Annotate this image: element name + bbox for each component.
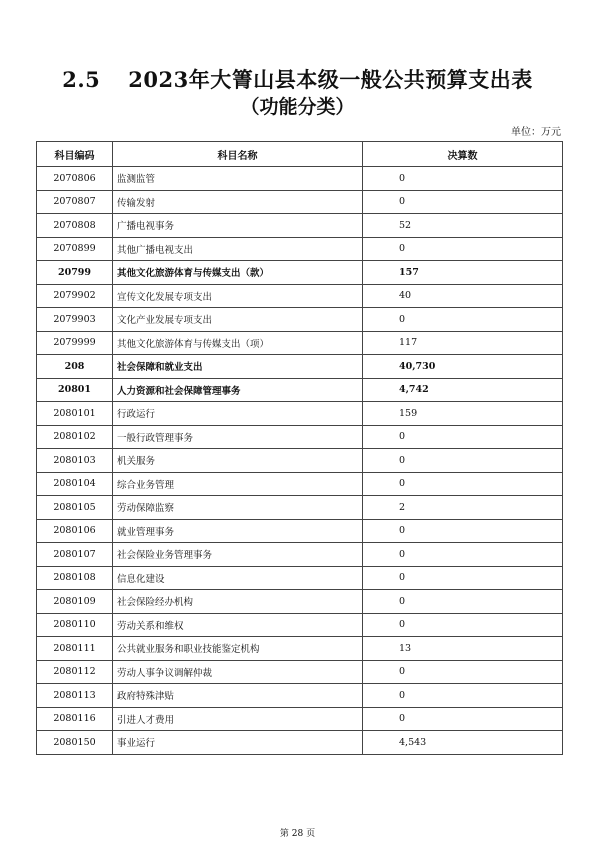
account-name-cell: 社会保险业务管理事务	[113, 543, 363, 567]
account-code-cell: 2080111	[37, 637, 113, 661]
table-row	[37, 731, 563, 755]
account-code-cell: 2080101	[37, 402, 113, 426]
table-row	[37, 660, 563, 684]
table-row	[37, 284, 563, 308]
account-code-cell: 2080102	[37, 425, 113, 449]
amount-cell: 0	[363, 167, 563, 191]
account-code-cell: 2080110	[37, 613, 113, 637]
account-name-cell: 其他广播电视支出	[113, 237, 363, 261]
account-name-cell: 事业运行	[113, 731, 363, 755]
page-subtitle: （功能分类）	[240, 96, 355, 118]
account-name-cell: 社会保障和就业支出	[113, 355, 363, 379]
account-name-cell: 劳动人事争议调解仲裁	[113, 660, 363, 684]
account-name-cell: 综合业务管理	[113, 472, 363, 496]
table-row	[37, 449, 563, 473]
table-row	[37, 308, 563, 332]
amount-cell: 13	[363, 637, 563, 661]
table-row	[37, 331, 563, 355]
amount-cell: 0	[363, 613, 563, 637]
account-code-cell: 2080113	[37, 684, 113, 708]
account-code-cell: 208	[37, 355, 113, 379]
table-row	[37, 519, 563, 543]
table-row	[37, 684, 563, 708]
amount-cell: 2	[363, 496, 563, 520]
table-row	[37, 590, 563, 614]
account-name-cell: 劳动保障监察	[113, 496, 363, 520]
table-row	[37, 261, 563, 285]
account-code-cell: 2080108	[37, 566, 113, 590]
table-row	[37, 190, 563, 214]
account-code-cell: 2079902	[37, 284, 113, 308]
table-header-row	[37, 142, 563, 167]
account-code-cell: 2080150	[37, 731, 113, 755]
title-text: 2023年大箐山县本级一般公共预算支出表	[128, 67, 533, 92]
page-title	[0, 64, 595, 94]
table-row	[37, 167, 563, 191]
account-code-cell: 2070806	[37, 167, 113, 191]
section-number: 2.5	[62, 67, 101, 92]
account-code-cell: 2080103	[37, 449, 113, 473]
account-name-cell: 社会保险经办机构	[113, 590, 363, 614]
account-name-cell: 信息化建设	[113, 566, 363, 590]
account-name-cell: 其他文化旅游体育与传媒支出（项）	[113, 331, 363, 355]
amount-cell: 40	[363, 284, 563, 308]
account-name-cell: 宣传文化发展专项支出	[113, 284, 363, 308]
amount-cell: 0	[363, 566, 563, 590]
page-number: 第 28 页	[279, 829, 316, 839]
account-name-cell: 就业管理事务	[113, 519, 363, 543]
account-code-cell: 2070899	[37, 237, 113, 261]
amount-cell: 0	[363, 519, 563, 543]
amount-cell: 0	[363, 660, 563, 684]
account-name-cell: 广播电视事务	[113, 214, 363, 238]
amount-cell: 0	[363, 425, 563, 449]
table-row	[37, 566, 563, 590]
account-name-cell: 人力资源和社会保障管理事务	[113, 378, 363, 402]
table-row	[37, 237, 563, 261]
amount-cell: 157	[363, 261, 563, 285]
amount-cell: 0	[363, 543, 563, 567]
account-name-cell: 一般行政管理事务	[113, 425, 363, 449]
column-header-value: 决算数	[363, 142, 563, 167]
amount-cell: 0	[363, 707, 563, 731]
amount-cell: 0	[363, 237, 563, 261]
table-row	[37, 637, 563, 661]
table-row	[37, 425, 563, 449]
budget-table	[36, 141, 563, 755]
column-header-code: 科目编码	[37, 142, 113, 167]
table-row	[37, 543, 563, 567]
account-name-cell: 监测监管	[113, 167, 363, 191]
amount-cell: 0	[363, 472, 563, 496]
account-name-cell: 劳动关系和维权	[113, 613, 363, 637]
amount-cell: 117	[363, 331, 563, 355]
amount-cell: 159	[363, 402, 563, 426]
amount-cell: 40,730	[363, 355, 563, 379]
column-header-name: 科目名称	[113, 142, 363, 167]
amount-cell: 4,543	[363, 731, 563, 755]
account-name-cell: 公共就业服务和职业技能鉴定机构	[113, 637, 363, 661]
account-name-cell: 政府特殊津贴	[113, 684, 363, 708]
account-name-cell: 其他文化旅游体育与传媒支出（款）	[113, 261, 363, 285]
account-code-cell: 2080109	[37, 590, 113, 614]
amount-cell: 4,742	[363, 378, 563, 402]
amount-cell: 0	[363, 190, 563, 214]
unit-label: 单位：万元	[511, 127, 561, 138]
account-name-cell: 引进人才费用	[113, 707, 363, 731]
account-name-cell: 机关服务	[113, 449, 363, 473]
account-name-cell: 行政运行	[113, 402, 363, 426]
account-code-cell: 20801	[37, 378, 113, 402]
account-code-cell: 2079999	[37, 331, 113, 355]
amount-cell: 52	[363, 214, 563, 238]
account-code-cell: 2080106	[37, 519, 113, 543]
account-code-cell: 2080116	[37, 707, 113, 731]
account-code-cell: 2080112	[37, 660, 113, 684]
table-row	[37, 472, 563, 496]
table-row	[37, 496, 563, 520]
account-code-cell: 2079903	[37, 308, 113, 332]
account-code-cell: 2080104	[37, 472, 113, 496]
table-row	[37, 613, 563, 637]
table-row	[37, 214, 563, 238]
table-row	[37, 707, 563, 731]
account-code-cell: 2070807	[37, 190, 113, 214]
amount-cell: 0	[363, 590, 563, 614]
account-name-cell: 传输发射	[113, 190, 363, 214]
amount-cell: 0	[363, 308, 563, 332]
amount-cell: 0	[363, 684, 563, 708]
account-code-cell: 2080105	[37, 496, 113, 520]
account-code-cell: 2080107	[37, 543, 113, 567]
table-row	[37, 355, 563, 379]
account-code-cell: 20799	[37, 261, 113, 285]
amount-cell: 0	[363, 449, 563, 473]
table-row	[37, 378, 563, 402]
table-body	[37, 167, 563, 755]
table-row	[37, 402, 563, 426]
account-code-cell: 2070808	[37, 214, 113, 238]
account-name-cell: 文化产业发展专项支出	[113, 308, 363, 332]
